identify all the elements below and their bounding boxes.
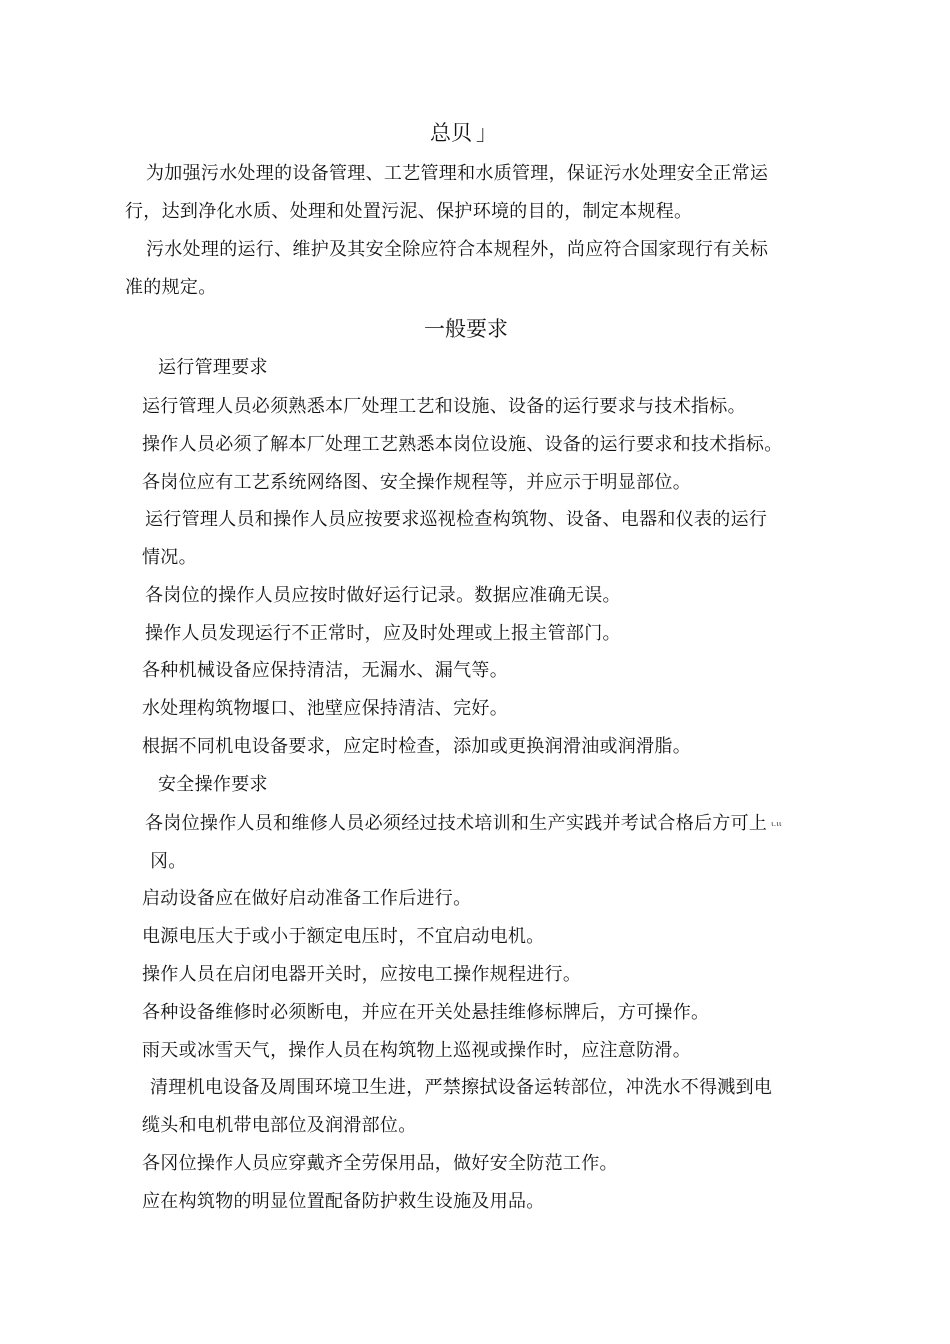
operation-item: 情况。	[142, 547, 197, 568]
operation-item: 操作人员发现运行不正常时，应及时处理或上报主管部门。	[145, 623, 621, 644]
subsection-heading-operation: 运行管理要求	[158, 357, 268, 378]
intro-line: 准的规定。	[125, 277, 217, 298]
operation-item: 操作人员必须了解本厂处理工艺熟悉本岗位设施、设备的运行要求和技术指标。	[142, 434, 783, 455]
intro-line: 污水处理的运行、维护及其安全除应符合本规程外，尚应符合国家现行有关标	[146, 239, 769, 260]
operation-item: 运行管理人员和操作人员应按要求巡视检查构筑物、设备、电器和仪表的运行	[145, 509, 768, 530]
safety-item: 电源电压大于或小于额定电压时，不宜启动电机。	[142, 926, 545, 947]
safety-item: 启动设备应在做好启动准备工作后进行。	[142, 888, 472, 909]
safety-item	[145, 813, 782, 835]
operation-item: 各种机械设备应保持清洁，无漏水、漏气等。	[142, 660, 508, 681]
intro-line: 行，达到净化水质、处理和处置污泥、保护环境的目的，制定本规程。	[125, 201, 693, 222]
operation-item: 各岗位的操作人员应按时做好运行记录。数据应准确无误。	[145, 585, 621, 606]
safety-item: 雨天或冰雪天气，操作人员在构筑物上巡视或操作时，应注意防滑。	[142, 1040, 691, 1061]
scan-artifact-mark: ι.ιι	[771, 820, 782, 828]
intro-line: 为加强污水处理的设备管理、工艺管理和水质管理，保证污水处理安全正常运	[146, 163, 769, 184]
operation-item: 运行管理人员必须熟悉本厂处理工艺和设施、设备的运行要求与技术指标。	[142, 396, 746, 417]
section-title: 一般要求	[424, 317, 508, 341]
subsection-heading-safety: 安全操作要求	[158, 774, 268, 795]
safety-item: 应在构筑物的明显位置配备防护救生设施及用品。	[142, 1191, 545, 1212]
safety-item-text: 各岗位操作人员和维修人员必须经过技术培训和生产实践并考试合格后方可上	[145, 813, 768, 834]
document-title	[430, 120, 497, 146]
safety-item: 各种设备维修时必须断电，并应在开关处悬挂维修标牌后，方可操作。	[142, 1002, 710, 1023]
safety-item: 操作人员在启闭电器开关时，应按电工操作规程进行。	[142, 964, 582, 985]
operation-item: 各岗位应有工艺系统网络图、安全操作规程等，并应示于明显部位。	[142, 472, 691, 493]
safety-item: 缆头和电机带电部位及润滑部位。	[142, 1115, 417, 1136]
operation-item: 根据不同机电设备要求，应定时检查，添加或更换润滑油或润滑脂。	[142, 736, 691, 757]
safety-item: 清理机电设备及周围环境卫生进，严禁擦拭设备运转部位，冲洗水不得溅到电	[150, 1077, 773, 1098]
safety-item: 各冈位操作人员应穿戴齐全劳保用品，做好安全防范工作。	[142, 1153, 618, 1174]
document-title-mark: 」	[476, 121, 497, 145]
operation-item: 水处理构筑物堰口、池壁应保持清洁、完好。	[142, 698, 508, 719]
safety-item: 冈。	[150, 851, 187, 872]
document-title-text: 总贝	[430, 121, 472, 145]
